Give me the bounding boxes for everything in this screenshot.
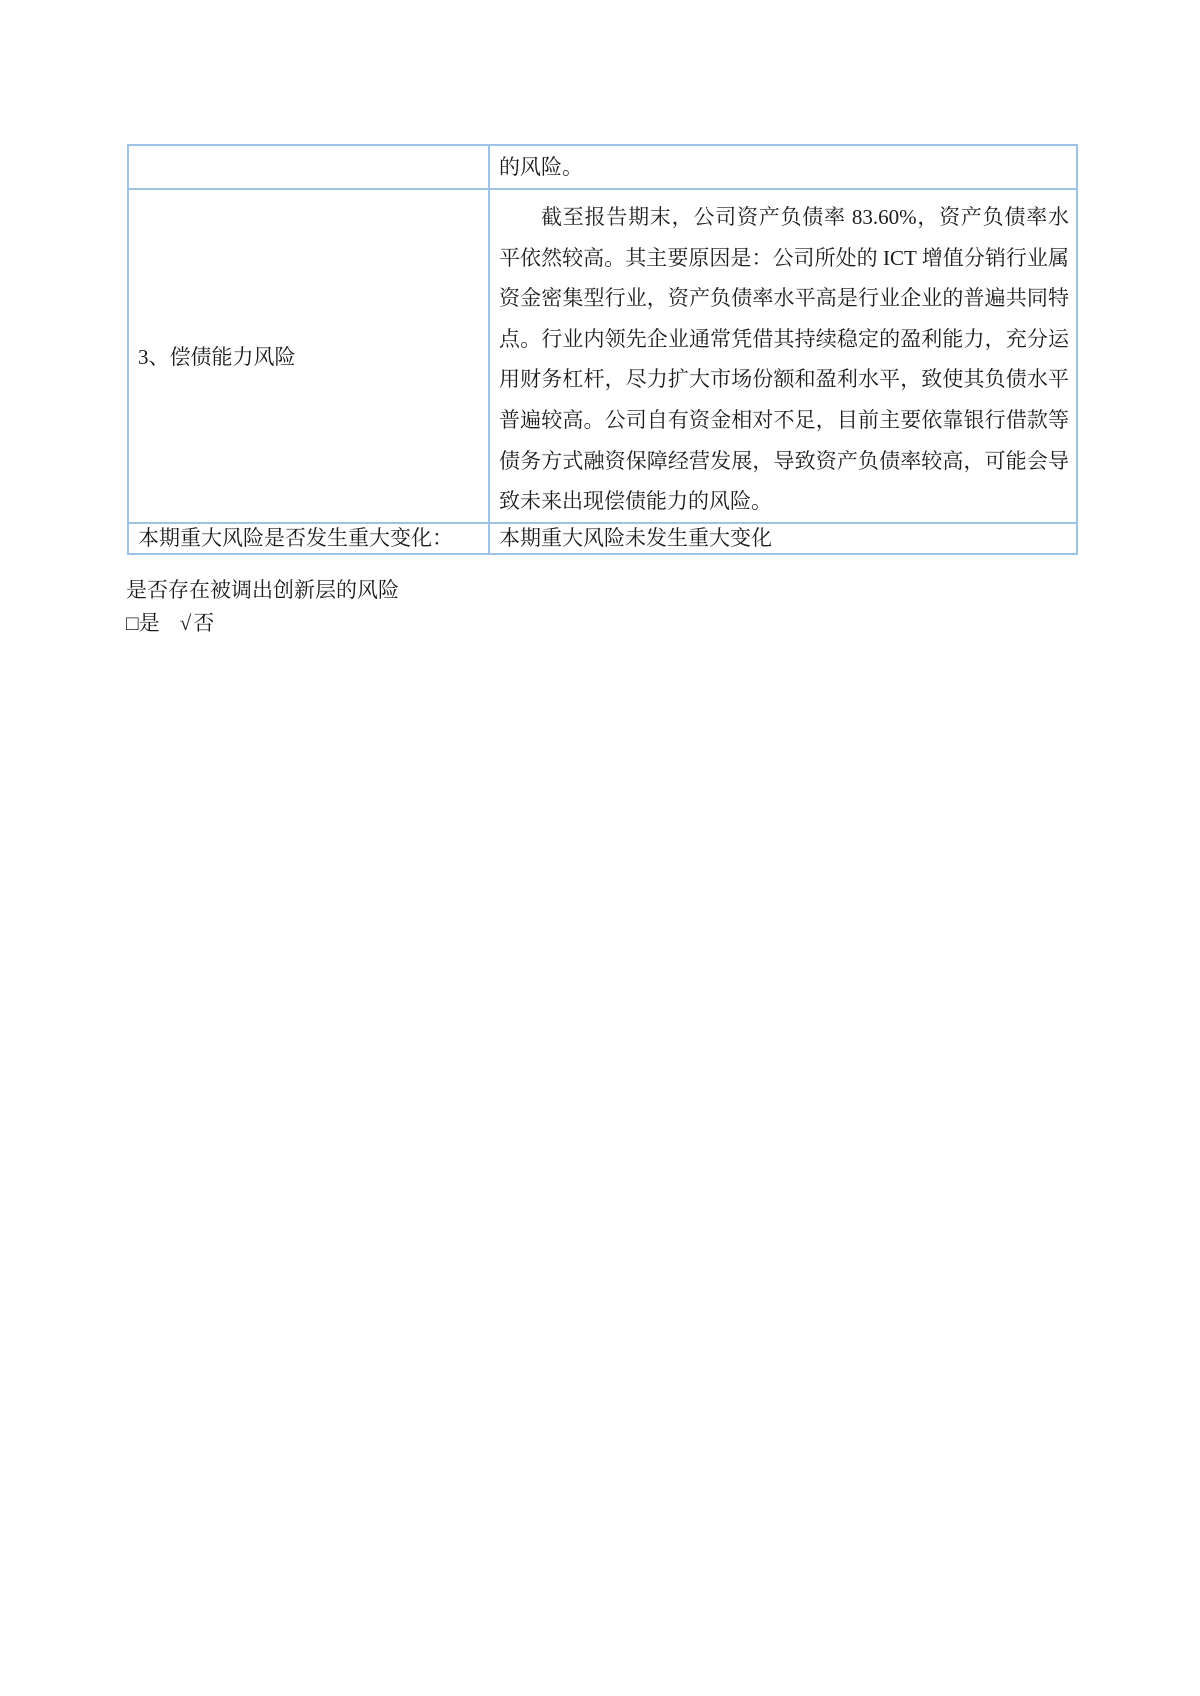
option-no bbox=[180, 611, 215, 635]
table-row bbox=[128, 523, 1077, 554]
checkmark-icon: √ bbox=[179, 611, 192, 635]
risk-table bbox=[127, 144, 1078, 555]
option-yes-label: 是 bbox=[138, 611, 160, 635]
checkbox-empty-icon: □ bbox=[126, 611, 139, 635]
table-row bbox=[128, 145, 1077, 189]
risk-description: 截至报告期末，公司资产负债率 83.60%，资产负债率水平依然较高。其主要原因是：公司所处的 ICT 增值分销行业属资金密集型行业，资产负债率水平高是行业企业的普遍共同特点。行业内领先企业通常凭借其持续稳定的盈利能力，充分运用财务杠杆，尽力扩大市场份额和盈利水平，致使其负债水平普遍较高。公司自有资金相对不足，目前主要依靠银行借款等债务方式融资保障经营发展，导致资产负债率较高，可能会导致未来出现偿债能力的风险。 bbox=[489, 189, 1077, 523]
delisting-options bbox=[126, 607, 399, 640]
risk-carryover-text: 的风险。 bbox=[489, 145, 1077, 189]
delisting-question: 是否存在被调出创新层的风险 bbox=[126, 578, 399, 602]
risk-item-label: 3、偿债能力风险 bbox=[128, 189, 489, 523]
table-row bbox=[128, 189, 1077, 523]
risk-label-cell-empty bbox=[128, 145, 489, 189]
delisting-risk-section bbox=[126, 574, 399, 640]
option-no-label: 否 bbox=[193, 611, 215, 635]
material-change-label: 本期重大风险是否发生重大变化： bbox=[128, 523, 489, 554]
material-change-value: 本期重大风险未发生重大变化 bbox=[489, 523, 1077, 554]
option-yes bbox=[126, 611, 160, 635]
